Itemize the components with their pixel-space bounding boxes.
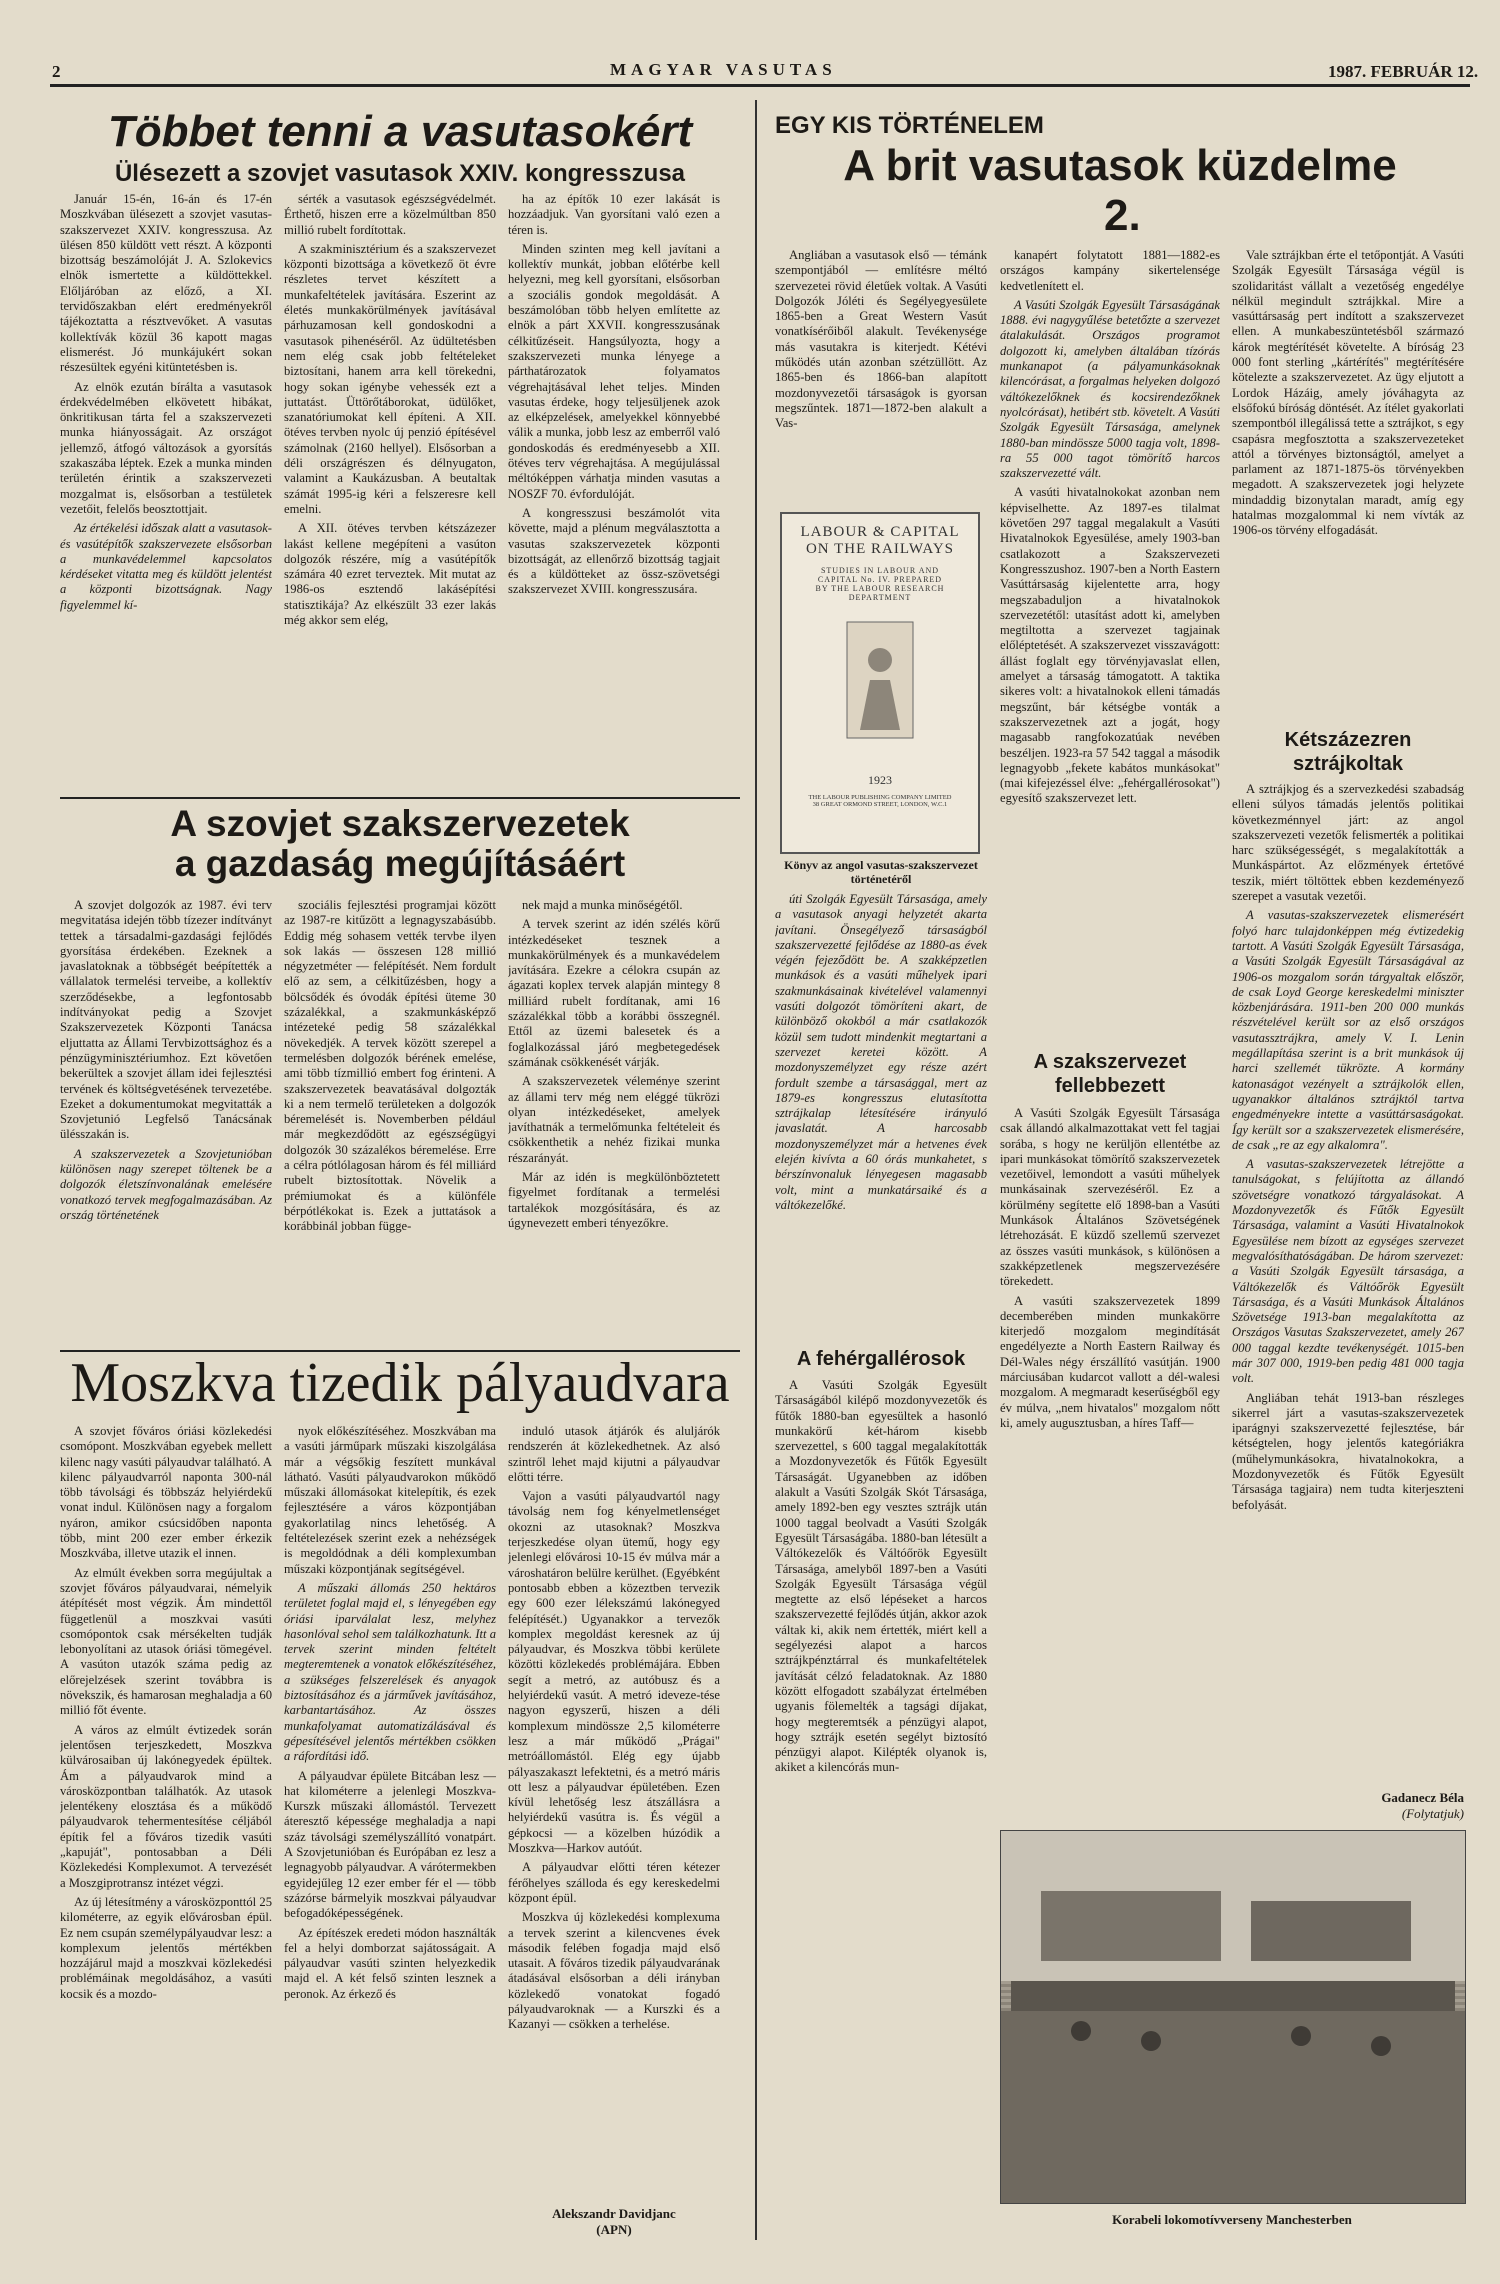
congress-col-1 <box>60 192 272 792</box>
paragraph: Az új létesítmény a városközponttól 25 kilométerre, az egyik elővárosban épül. Ez nem csupán személypályaudvar lesz: a komplexum jelentős mértékben hozzájárul majd a moszkvai közlekedési problémáinak megoldásához, a vasúti kocsik és a mozdo- <box>60 1894 272 2001</box>
paragraph: A vasúti hivatalnokokat azonban nem képviselhette. Az 1897-es tilalmat követően 297 taggal megalakult a Vasúti Hivatalnokok Egyesülése, amely 1903-ban csatlakozott a Szakszervezeti Kongresszushoz. 1907-ben a North Eastern Vasúttársaság kijelentette arra, hogy megszabaduljon a hivatalnokok szervezetétől: utasítást adott ki, amelyben megtiltotta a szervezet tagjainak előléptetését. A szakszervezet visszavágott: állást foglalt egy törvényjavaslat ellen, amelyet a társaság támogatott. A taktika sikeres volt: a hivatalnokok elleni támadás megszűnt, bár kétségbe vonták a szakszervezetnek azt a jogát, hogy magasabb rangfokozatúak nevében beszéljen. 1923-ra 57 542 taggal a második legnagyobb „fekete kabátos munkásokat" (mai kifejezéssel élve: „fehérgallérosokat") egyesítő szakszervezet lett. <box>1000 485 1220 806</box>
header-rule <box>50 84 1470 87</box>
paragraph: A szakszervezetek véleménye szerint az állami terv még nem eléggé tükrözi olyan intézkedéseket, amelyek javíthatnák a termelőmunka feltételeit és csökkenthetik a nehéz fizikai munka részarányát. <box>508 1074 720 1165</box>
paragraph: A pályaudvar előtti téren kétezer férőhelyes szálloda és egy kereskedelmi központ épül. <box>508 1860 720 1905</box>
paragraph: nek majd a munka minőségétől. <box>522 898 683 912</box>
book-emblem-image <box>845 620 915 740</box>
history-title: A brit vasutasok küzdelme <box>843 141 1397 190</box>
section-rule <box>60 797 740 799</box>
book-series-line-1: STUDIES IN LABOUR AND <box>820 566 940 575</box>
paragraph: A város az elmúlt évtizedek során jelentősen terjeszkedett, Moszkva külvárosaiban új lakónegyedek épültek. Ám a pályaudvarok mind a városközpontban találhatók. Az utasok jelentékeny elosztása és a működő pályaudvarok tehermentesítése céljából építik fel a főváros tizedik vasúti „kapuját", pontosabban a Déli Közlekedési Komplexumot. A tervezését a Moszgiprotransz intézet végzi. <box>60 1722 272 1890</box>
paragraph: A vasúti szakszervezetek 1899 decemberében minden munkakörre kiterjedő mozgalom megindítását engedélyezte a North Eastern Railway és Dél-Wales négy érszállító vasútján. 1900 márciusában kudarcot vallott a dél-walesi mozgalom. A megmaradt keserűségből egy év múlva, „nem hivatalos" mozgalom nőtt ki, amely augusztusban, a híres Taff— <box>1000 1293 1220 1430</box>
paragraph: Az építészek eredeti módon használták fel a helyi domborzat sajátosságait. A pályaudvar vasúti szinten helyezkedik majd el. A két felső szinten lesznek a peronok. Az érkező és <box>284 1925 496 2001</box>
book-title-line-1: LABOUR & CAPITAL <box>800 524 960 540</box>
moscow-title: Moszkva tizedik pályaudvara <box>70 1352 730 1414</box>
strike-col <box>1232 782 1464 1782</box>
paragraph: Vajon a vasúti pályaudvartól nagy távolság nem fog kényelmetlenséget okozni az utasoknak? Moszkva terjeszkedése olyan ütemű, hogy egy jelenlegi elővárosi 10-15 év múlva már a városhatáron belülre kerülhet. (Egyébként pontosabb ebben a közeztben tervezik egy 600 ezer lélekszámú lakónegyed felépítését.) Ugyanakkor a tervezők komplex megoldást keresnek az új pályaudvar, és Moszkva többi kerülete közötti közlekedés problémájára. Ebben segít a metró, az autóbusz és a helyiérdekű vasút. A metró ideveze-tése nagyon egyszerű, hiszen a déli komplexum mindössze 2,5 kilométerre lesz a már működő „Prágai" metróállomástól. Elég egy újabb pályaszakaszt lefektetni, és a metró máris ott lesz a pályaudvar épületében. Ezen kívül lehetőség lesz átszállásra a helyiérdekű vasútra is. És végül a gépkocsi — a közelben húzódik a Moszkva—Harkov autóút. <box>508 1489 720 1856</box>
history-col-3 <box>1232 248 1464 722</box>
appeal-title-line-1: A szakszervezet <box>1033 1051 1187 1073</box>
book-title-line-2: ON THE RAILWAYS <box>805 541 955 557</box>
paragraph: A tervek szerint az idén szélés körű intézkedéseket tesznek a munkakörülmények és a munkavédelem javítására. Ezekre a célokra csupán az ágazati koplex tervek alapján mintegy 8 milliárd rubelt fordítanak, ami 16 százalékkal több a korábbi összegnél. Ettől az üzemi balesetek és a foglalkozással járó megbetegedések számának csökkenését várják. <box>508 917 720 1069</box>
strike-note: (Folytatjuk) <box>1401 1806 1464 1821</box>
paragraph: A szovjet főváros óriási közlekedési csomópont. Moszkvában egyebek mellett kilenc nagy vasúti pályaudvar található. A kilenc pályaudvarról naponta 300-nál több távolsági és többszáz helyiérdekű vonat indul. Különösen nagy a forgalom nyáron, amikor csúcsidőben naponta több, mint 200 ezer ember érkezik Moszkvába, illetve utazik el innen. <box>60 1424 272 1561</box>
paragraph: Vale sztrájkban érte el tetőpontját. A Vasúti Szolgák Egyesült Társasága végül is szolidaritást vállalt a vezetőség engedélye nélkül megindult sztrájkkal. Mire a vasúttársaság pert indított a szakszervezet ellen. A munkabeszüntetésből származó károk megtérítését követelte. A bíróság 23 000 font sterling „kártérítés" megtérítésére kötelezte a szakszervezetet. Az ügy eljutott a Lordok Házáig, amely jóváhagyta az elsőfokú bíróság döntését. Az ítélet gyakorlati szempontból illegálissá tette a sztrájkot, s egy csapásra megfosztotta a szakszervezeteket attól a törvényes biztonságtól, amelyet a parlament az 1871-1875-ös törvényekben megadott. A szakszervezetek jogi helyzete mindaddig bizonytalan maradt, amíg egy hatalmas mozgalommal ki nem vívták az 1906-os törvény elfogadását. <box>1232 248 1464 538</box>
paragraph: úti Szolgák Egyesült Társasága, amely a vasutasok anyagi helyzetét akarta javítani. Önsegélyező társaságból szakszervezetté fejlődése az 1880-as évek végén fejeződött be. A szakképzetlen munkások és a vasúti műhelyek ipari szakmunkásainak kivételével valamennyi vasúti dolgozót tömöríteni akart, de különböző okokból a már csatlakozók közül sem tudott mindenkit megtartani a szervezet keretei között. A mozdonyszemélyzet egy része azért fordult szembe a társasággal, mert az 1879-es kongresszus elutasította sztrájkalap létesítésére irányuló javaslatát. A harcosabb mozdonyszemélyzet már a hetvenes évek elején kivívta a 60 órás munkahetet, s bérszínvonaluk lényegesen magasabb volt, mint a munkatársaiké és a váltókezelőké. <box>775 892 987 1212</box>
paragraph: A vasutas-szakszervezetek elismerésért folyó harc tulajdonképpen még évtizedekig tartott. A Vasúti Szolgák Egyesült Társasága, a Vasúti Szolgák Egyesült Társaságával az 1906-os mozgalom során tárgyaltak először, de csak Loyd George kereskedelmi miniszter közbenjárására. 1911-ben 200 000 munkás részvételével került sor az első országos vasutassztrájkra, amely V. I. Lenin megállapítása szerint is a brit munkások új harci szellemét tükrözte. A kormány katonaságot vezényelt a sztrájkolók ellen, ugyanakkor általános sztrájktól tartva engedményekre intette a vasúttársaságokat. Így került sor a szakszervezetek elismerésére, de csak „re az egy alkalomra". <box>1232 908 1464 1152</box>
paragraph: A szakminisztérium és a szakszervezet központi bizottsága a következő öt évre részletes tervet készített a munkafeltételek javítására. Eszerint az életés munkakörülmények javításával párhuzamosan kell gondoskodni a vasutasok pihenéséről. Az üdültetésben nem elég csak jobb feltételeket biztosítani, hanem arra kell törekedni, hogy sokan igénybe vehessék ezt a juttatást. Üttörőtáborokat, üdülőket, szanatóriumokat kell építeni. A XII. ötéves tervben nyolc új penzió építésével számolnak (2160 hellyel). Elsősorban a déli országrészen és délnyugaton, valamint a Kaukázusban. A beutaltak számát 1995-ig kéri a felszeresre kell emelni. <box>284 241 496 516</box>
book-series-line-4: DEPARTMENT <box>848 593 912 602</box>
photo-scene-image <box>1001 1831 1465 2203</box>
moscow-col-2 <box>284 1424 496 2244</box>
history-kicker: EGY KIS TÖRTÉNELEM <box>775 112 1044 139</box>
whitecollar-col <box>775 1378 987 2248</box>
history-col-1-cont <box>775 892 987 1272</box>
paragraph: A XII. ötéves tervben kétszázezer lakást kellene megépíteni a vasúton dolgozók részére, míg a vasútépítők számára 40 ezret terveztek. Mit mutat az 1986-os esztendő lakásépítési statisztikája? Az elkészült 33 ezer lakás még akkor sem elég, <box>284 521 496 628</box>
paragraph: Angliában a vasutasok első — témánk szempontjából — említésre méltó szervezetei rövid életűek voltak. A Vasúti Dolgozók Jóléti és Segélyegyesülete 1865-ben a Great Western Vasút vonatkísérőiből alakult. Tevékenysége más vasutakra is kiterjedt. Kétévi működés után azonban szétzüllött. Az 1865-ben és 1866-ban alapított mozdonyvezetői társaságok is gyorsan megszűntek. 1871—1872-ben alakult a Vas- <box>775 248 987 431</box>
economy-col-3 <box>508 898 720 1363</box>
paragraph: A vasutas-szakszervezetek létrejötte a tanulságokat, s felújította az állandó szövetségre vonatkozó tárgyalásokat. A Mozdonyvezetők és Fűtők Egyesült Társasága, valamint a Vasúti Hivatalnokok Egyesülése nem bízott az egységes szervezet megvalósíthatóságában. De három szervezet: a Vasúti Szolgák Egyesült társasága, a Váltókezelők és Váltóőrök Egyesült Társasága, és a Vasúti Munkások Általános Szövetsége 1913-ban megalakította az Országos Vasutas Szakszervezetet, amely 267 000 taggal kezdte tevékenységét. 1015-ben már 307 000, 1919-ben pedig 481 000 tagja volt. <box>1232 1157 1464 1386</box>
moscow-agency: (APN) <box>596 2222 632 2237</box>
congress-title: Többet tenni a vasutasokért <box>107 107 693 156</box>
paragraph: Angliában tehát 1913-ban részleges sikerrel járt a vasutas-szakszervezetek iparágnyi szakszervezetté fejlesztése, bár kétségtelen, hogy jelentős kategóriákra (műhelymunkásokra, hivatalnokokra, a Mozdonyvezetők és Fűtők Egyesült Társasága tagjaira) nem tudta kiterjeszteni befolyását. <box>1232 1390 1464 1512</box>
book-publisher-line-2: 38 GREAT ORMOND STREET, LONDON, W.C.1 <box>812 801 948 808</box>
economy-col-2 <box>284 898 496 1363</box>
paragraph: Már az idén is megkülönböztetett figyelmet fordítanak a termelési tartalékok mozgósítására, és az úgynevezett emberi tényezőkre. <box>508 1170 720 1230</box>
congress-col-2 <box>284 192 496 792</box>
economy-title-line-1: A szovjet szakszervezetek <box>170 803 630 844</box>
economy-title-line-2: a gazdaság megújításáért <box>174 843 626 884</box>
strike-author: Gadanecz Béla <box>1381 1790 1464 1805</box>
moscow-author: Alekszandr Davidjanc <box>552 2206 676 2221</box>
book-caption: Könyv az angol vasutas-szakszervezet történetéről <box>784 858 978 886</box>
paragraph: Minden szinten meg kell javítani a kollektív munkát, jobban előtérbe kell helyezni, meg kell gyorsítani, elsősorban a szociális gondok megoldását. A beszámolóban több helyen említette az elnök a párt XXVII. kongresszusának célkitűzéseit. Hangsúlyozta, hogy a szakszervezeti munka lényege a párthatározatok folyamatos végrehajtásával lehet teljes. Minden vasutas érdeke, hogy teljesüljenek azok az elképzelések, amelyekkel könnyebbé válik a munka, jobb lesz az emberről való gondoskodás és eredményesebb a XII. ötéves terv végrehajtása. A megújulással méltóképpen várhatja minden vasutas a NOSZF 70. évfordulóját. <box>508 241 720 501</box>
book-series-line-2: CAPITAL No. IV. PREPARED <box>817 575 943 584</box>
congress-col-3 <box>508 192 720 792</box>
page-number: 2 <box>52 62 66 81</box>
paragraph: A pályaudvar épülete Bitcában lesz — hat kilométerre a jelenlegi Moszkva-Kurszk műszaki állomástól. Tervezett áteresztő képessége meghaladja a napi száz távolsági személyszállító vonatpárt. A Szovjetunióban és Európában ez lesz a legnagyobb pályaudvar. A várótermekben egyidejűleg 12 ezer ember fér el — több százórse bármelyik moszkvai pályaudvar befogadóképességének. <box>284 1768 496 1921</box>
paragraph: Az értékelési időszak alatt a vasutasok- és vasútépítők szakszervezete elsősorban a munkavédelemmel kapcsolatos kérdéseket vitatta meg és küldött jelentést a központi bizottságnak. Nagy figyelemmel kí- <box>60 521 272 612</box>
paragraph: Az elmúlt években sorra megújultak a szovjet főváros pályaudvarai, némelyik átépítését most végzik. Ám mindettől függetlenül a moszkvai vasúti csomópontok csak mérsékelten tudják lebonyolítani az utasok óriási tömegével. A vasúton utazók száma pedig az előrejelzések szerint továbbra is növekszik, és hamarosan meghaladja a 60 millió főt évente. <box>60 1565 272 1718</box>
paper-name: MAGYAR VASUTAS <box>610 60 837 79</box>
paragraph: Moszkva új közlekedési komplexuma a tervek szerint a kilencvenes évek második felében fogadja majd első utasait. A főváros tizedik pályaudvarának átadásával elsősorban a déli irányban közlekedő vonatokat fogadó pályaudvaroknak — a Kurszki és a Kazanyi — csökken a terhelése. <box>508 1910 720 2032</box>
paragraph: szociális fejlesztési programjai között az 1987-re kitűzött a legnagyszabásúbb. Eddig még sohasem vették tervbe ilyen sok lakás — összesen 128 millió négyzetméter — felépítését. Nem fordult elő az sem, a célkitűzésben, hogy a bölcsődék és óvodák építési üteme 30 százalékkal, a szakmunkásképző intézeteké pedig 58 százalékkal növekedjék. A tervek között szerepel a termelésben dolgozók bérének emelése, ami több tízmillió embert fog érinteni. A szakszervezetek beavatásával dolgozták ki a nem termelő területeken a dolgozók béremelését is. Novemberben például már megkezdődött az egészségügyi dolgozók 30 százalékos béremelése. Erre a célra pótlólagosan három és fél milliárd rubelt biztosítottak. Növelik a prémiumokat és a különféle bérpótlékokat is. Ezek a juttatások a korábbinál jobban függe- <box>284 898 496 1234</box>
paragraph: A Vasúti Szolgák Egyesült Társaságából kilépő mozdonyvezetők és fűtők 1880-ban egyesültek a hasonló munkakörű két-három kisebb szervezettel, s 600 taggal megalakították a Mozdonyvezetők és Fűtők Egyesült Társaságát. Ugyanebben az időben alakult a Vasúti Szolgák Skót Társasága, amely 1892-ben egy vesztes sztrájk után 1000 taggal beolvadt a Vasúti Szolgák Egyesült Társaságába. 1880-ban létesült a Váltókezelők és Váltóőrök Egyesült Társasága, amelyből 1897-ben a Vasúti Szolgák Egyesült Társasága végül megtette az első lépéseket a harcos szakszervezetté fejlődés útján, akkor azok váltak ki, akik nem értették, miért kell a segélyezési alapot a harcos sztrájkpénztárral és munkafeltételek javítását célzó feladatoknak. Az 1880 között elfogadott szabályzat értelmében ugyanis fölemelték a tagsági díjakat, hogy megteremtsék a pénzügyi alapot, hogy sztrájk esetén segélyt biztosító pénzügyi alapot. Kilépték olyanok is, akiket a kilencórás mun- <box>775 1378 987 1775</box>
history-part-number: 2. <box>1104 191 1141 240</box>
strike-title-line-2: sztrájkoltak <box>1292 753 1404 775</box>
appeal-title-line-2: fellebbezett <box>1054 1075 1166 1097</box>
paragraph: Az elnök ezután bírálta a vasutasok érdekvédelmében elkövetett hibákat, önkritikusan tárta fel a szakszervezeti munka hiányosságait. Az országot jellemző, átfogó változások a gyorsítás szakaszába léptek. Ezek a munka minden területén érintik a szakszervezeti mozgalmat is, elsősorban a testületek vezetőit, felelős beosztottjait. <box>60 379 272 516</box>
paragraph: A sztrájkjog és a szervezkedési szabadság elleni súlyos támadás jelentős politikai következménnyel járt: az angol szakszervezeti vezetők felismerték a politikai harc szükségességét, s megalakították a Munkáspártot. Az előzmények értetővé teszik, miért töltöttek ebben kezdeményező szerepet a vasutak vezetői. <box>1232 782 1464 904</box>
congress-subtitle: Ülésezett a szovjet vasutasok XXIV. kongresszusa <box>114 160 686 187</box>
paragraph: A Vasúti Szolgák Egyesült Társasága csak állandó alkalmazottakat vett fel tagjai sorába, s hogy ne kerüljön ellentétbe az ipari munkásokat tömörítő szakszervezetek vezetőivel, lemondott a vasúti műhelyek munkásainak szervezéséről. Ez a körülmény segítette elő 1898-ban a Vasúti Munkások Általános Szövetségének létrehozását. E küzdő szellemű szervezet az összes vasúti munkások, s különösen a szakképzetlenek megszervezésére törekedett. <box>1000 1106 1220 1289</box>
column-divider <box>755 100 757 2240</box>
paragraph: A szakszervezetek a Szovjetunióban különösen nagy szerepet töltenek be a dolgozók életszínvonalának emelésére vonatkozó tervek megfogalmazásában. Az ország történetének <box>60 1146 272 1222</box>
paragraph: sérték a vasutasok egészségvédelmét. Érthető, hiszen erre a közelmúltban 850 millió rubelt fordítottak. <box>284 192 496 237</box>
paragraph: ha az építők 10 ezer lakását is hozzáadjuk. Van gyorsítani való ezen a téren is. <box>508 192 720 237</box>
history-col-1 <box>775 248 987 508</box>
history-col-2 <box>1000 248 1220 1048</box>
appeal-col <box>1000 1106 1220 1776</box>
moscow-col-1 <box>60 1424 272 2244</box>
book-cover-image <box>780 512 980 854</box>
book-publisher-line-1: THE LABOUR PUBLISHING COMPANY LIMITED <box>808 794 952 801</box>
paragraph: A Vasúti Szolgák Egyesült Társaságának 1888. évi nagygyűlése betetőzte a szervezet átalakulását. Országos programot dolgozott ki, amelyben általában tízórás munkanapot (a pályamunkásoknak kilencórásat, a forgalmas helyeken dolgozó váltókezelőknek és kocsirendezőknek nyolcórásat), hetibért stb. követelt. A Vasúti Szolgák Egyesült Társasága, amelynek 1880-ban mindössze 5000 tagja volt, 1898-ra 55 000 tagot tömörítő harcos szakszervezetté vált. <box>1000 297 1220 481</box>
paragraph: nyok előkészítéséhez. Moszkvában ma a vasúti járműpark műszaki kiszolgálása már a végsőkig feszített munkával látható. Vasúti pályaudvarokon működő műszaki állomásokat kitelepítik, és ezek fejlesztésére a város központjában gyakorlatilag nincs lehetőség. A feltételezések szerint ezek a nehézségek is megoldódnak a déli komplexumban műszaki központjának segítségével. <box>284 1424 496 1576</box>
issue-date: 1987. FEBRUÁR 12. <box>1328 62 1479 81</box>
moscow-col-3 <box>508 1424 720 2196</box>
whitecollar-title: A fehérgallérosok <box>796 1348 966 1370</box>
book-series-line-3: BY THE LABOUR RESEARCH <box>815 584 945 593</box>
paragraph: A műszaki állomás 250 hektáros területet foglal majd el, s lényegében egy óriási iparválalat lesz, melyhez hasonlóval sehol sem találkozhatunk. Itt a tervek szerint minden feltételt megteremtenek a vonatok előkészítéséhez, a szükséges felszerelések és anyagok biztosításához és a járművek javításához, karbantartásához. Az összes munkafolyamat automatizálásával és gépesítésével jelentős mértékben csökken a ráfordítási idő. <box>284 1580 496 1764</box>
book-year: 1923 <box>868 773 892 787</box>
photo-caption: Korabeli lokomotívverseny Manchesterben <box>1112 2212 1352 2227</box>
paragraph: A kongresszusi beszámolót vita követte, majd a plénum megválasztotta a vasutas szakszervezetek központi bizottságát, az ellenőrző bizottság tagjait és a küldötteket az össz-szövetségi szakszervezet XVIII. kongresszusára. <box>508 505 720 597</box>
economy-col-1 <box>60 898 272 1363</box>
paragraph: Január 15-én, 16-án és 17-én Moszkvában ülésezett a szovjet vasutas-szakszervezet XXIV. kongresszusa. Az ülésen 850 küldött vett részt. A központi bizottság beszámolóját J. A. Szlokevics elnök ismertette a küldöttekkel. Előljáróban az előző, a XI. tervidőszakban elért eredményekről tájékoztatta a résztvevőket. A vasutas kollektívák közül 36 kapott magas elismerést. Jó munkájukért sokan részesültek egyéni kitüntetésben is. <box>60 192 272 375</box>
strike-title-line-1: Kétszázezren <box>1284 729 1412 751</box>
locomotive-race-photo <box>1000 1830 1466 2204</box>
paragraph: kanapért folytatott 1881—1882-es országos kampány sikertelensége kedvetlenített el. <box>1000 248 1220 293</box>
paragraph: induló utasok átjárók és aluljárók rendszerén át közlekedhetnek. Az alsó szintről lehet majd kijutni a pályaudvar előtti térre. <box>508 1424 720 1484</box>
paragraph: A szovjet dolgozók az 1987. évi terv megvitatása idején több tízezer indítványt tettek a társadalmi-gazdasági fejlődés gyorsítása érdekében. Ezeknek a javaslatoknak a többségét beépítették a vállalatok termelési terveibe, a kollektív szerződésekbe, a legfontosabb indítványokat pedig a Szovjet Szakszervezetek Központi Tanácsa eljuttatta az Állami Tervbizottsághoz és a pénzügyminisztériumhoz. Ezt követően bekerültek a szovjet állam idei fejlesztési tervének és költségvetésének tervezetébe. Ezeket a dokumentumokat megvitatták a Szovjetunió Legfelső Tanácsának ülésszakán is. <box>60 898 272 1142</box>
